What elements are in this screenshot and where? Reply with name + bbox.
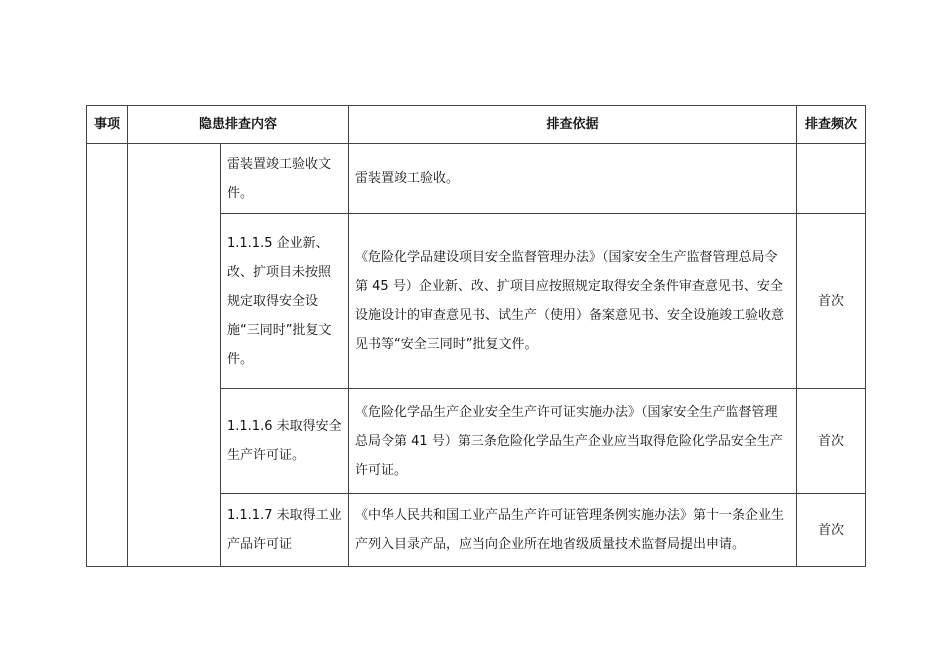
content-cell: 1.1.1.6 未取得安全生产许可证。: [221, 389, 349, 494]
frequency-cell: [797, 144, 866, 214]
basis-cell: 《中华人民共和国工业产品生产许可证管理条例实施办法》第十一条企业生产列入目录产品，应当向企业所在地省级质量技术监督局提出申请。: [349, 494, 797, 567]
hazard-check-table: [86, 105, 866, 567]
basis-cell: 《危险化学品建设项目安全监督管理办法》（国家安全生产监督管理总局令第 45 号）企业新、改、扩项目应按照规定取得安全条件审查意见书、安全设施设计的审查意见书、试生产（使用）备案意见书、安全设施竣工验收意见书等“安全三同时”批复文件。: [349, 214, 797, 389]
item-cell: [87, 144, 128, 567]
frequency-cell: 首次: [797, 389, 866, 494]
frequency-cell: 首次: [797, 494, 866, 567]
frequency-cell: 首次: [797, 214, 866, 389]
content-cell: 1.1.1.7 未取得工业产品许可证: [221, 494, 349, 567]
basis-cell: 《危险化学品生产企业安全生产许可证实施办法》（国家安全生产监督管理总局令第 41 号）第三条危险化学品生产企业应当取得危险化学品安全生产许可证。: [349, 389, 797, 494]
content-cell: 雷装置竣工验收文件。: [221, 144, 349, 214]
table-row: [87, 144, 866, 214]
header-item: 事项: [87, 106, 128, 144]
category-cell: [128, 144, 221, 567]
header-frequency: 排查频次: [797, 106, 866, 144]
content-cell: 1.1.1.5 企业新、改、扩项目未按照规定取得安全设施“三同时”批复文件。: [221, 214, 349, 389]
basis-cell: 雷装置竣工验收。: [349, 144, 797, 214]
table-header-row: [87, 106, 866, 144]
header-basis: 排查依据: [349, 106, 797, 144]
header-content: 隐患排查内容: [128, 106, 349, 144]
